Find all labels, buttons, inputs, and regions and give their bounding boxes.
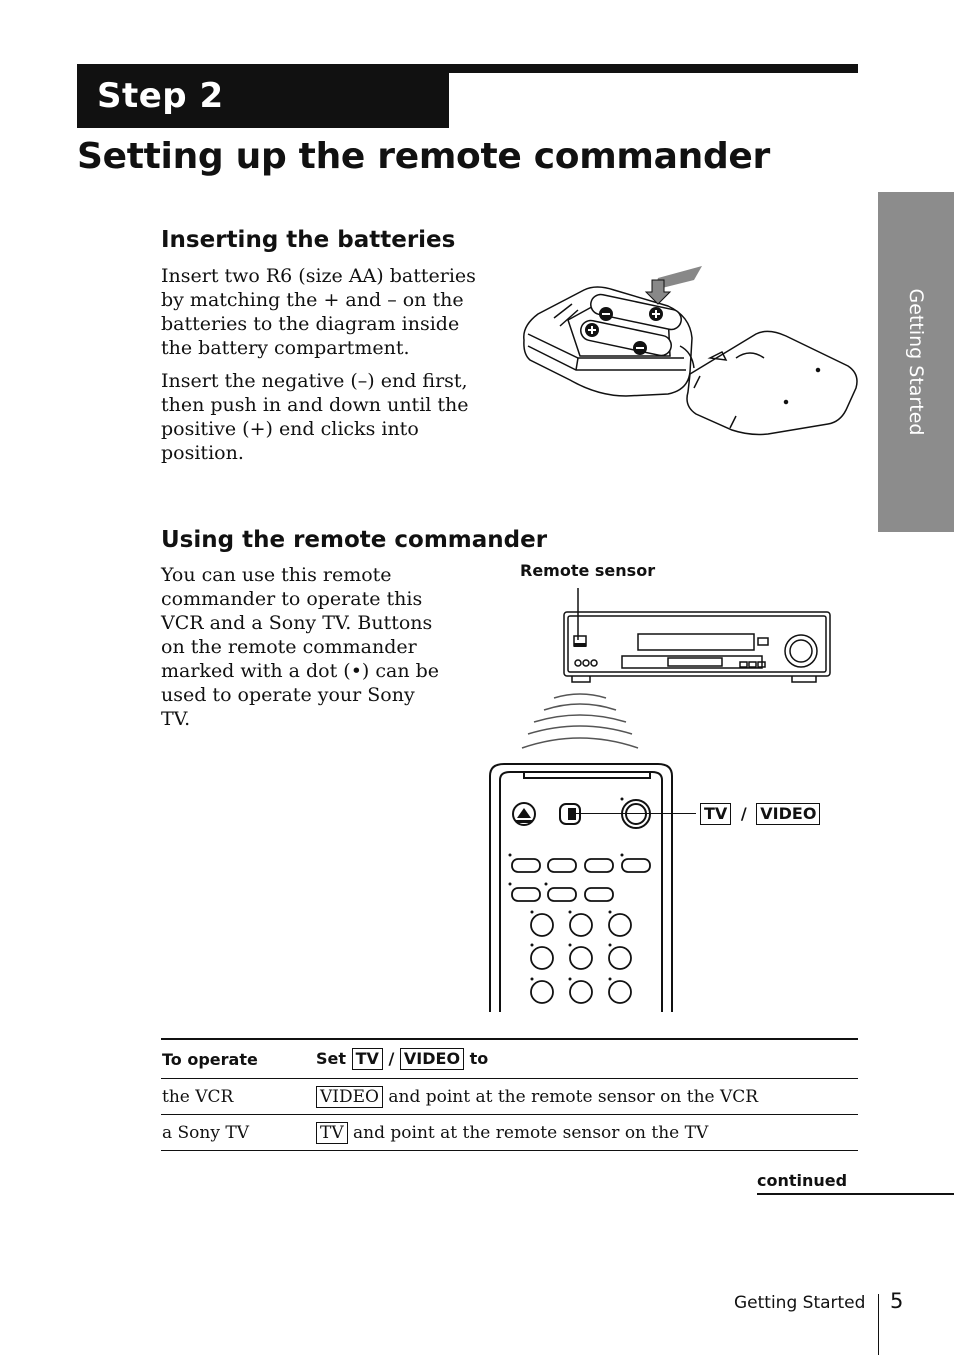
using-heading: Using the remote commander bbox=[161, 527, 548, 553]
batteries-paragraph-2: Insert the negative (–) end first, then push in and down until the positive (+) end clicks into position. bbox=[161, 370, 469, 464]
tv-video-switch-label bbox=[700, 803, 820, 825]
battery-illustration bbox=[579, 293, 683, 358]
row-instruction bbox=[315, 1079, 858, 1115]
operation-table bbox=[161, 1038, 858, 1151]
side-tab bbox=[878, 192, 954, 532]
step-label: Step 2 bbox=[97, 76, 224, 116]
col-header-to-operate: To operate bbox=[162, 1049, 258, 1069]
batteries-paragraph-1: Insert two R6 (size AA) batteries by matching the + and – on the batteries to the diagram inside the battery compartment. bbox=[161, 265, 476, 359]
footer-section-label: Getting Started bbox=[734, 1293, 866, 1313]
batteries-text bbox=[161, 264, 479, 474]
using-paragraph: You can use this remote commander to operate this VCR and a Sony TV. Buttons on the remote commander marked with a dot (•) can be used to operate your Sony TV. bbox=[161, 564, 440, 730]
header-separator: / bbox=[388, 1049, 395, 1068]
batteries-heading: Inserting the batteries bbox=[161, 227, 456, 253]
row-target: a Sony TV bbox=[162, 1122, 249, 1143]
switch-leader-line bbox=[576, 813, 696, 814]
row-target: the VCR bbox=[162, 1086, 234, 1107]
footer-rule bbox=[878, 1294, 879, 1355]
side-tab-label: Getting Started bbox=[905, 288, 927, 436]
to-label: to bbox=[469, 1049, 489, 1068]
row-text: and point at the remote sensor on the TV bbox=[353, 1122, 709, 1143]
continued-label: continued bbox=[757, 1171, 848, 1190]
remote-commander-illustration bbox=[486, 762, 678, 1014]
row-instruction bbox=[315, 1115, 858, 1151]
header-video-key: VIDEO bbox=[400, 1048, 464, 1070]
table-row bbox=[161, 1079, 858, 1115]
row-key: VIDEO bbox=[316, 1086, 383, 1108]
table-row bbox=[161, 1115, 858, 1151]
tv-key-label: TV bbox=[700, 803, 731, 825]
header-tv-key: TV bbox=[352, 1048, 383, 1070]
continued-rule bbox=[757, 1193, 954, 1195]
video-key-label: VIDEO bbox=[756, 803, 820, 825]
row-key: TV bbox=[316, 1122, 348, 1144]
table-header-row bbox=[161, 1039, 858, 1079]
col-header-set bbox=[315, 1039, 858, 1079]
page-number: 5 bbox=[890, 1289, 904, 1313]
row-text: and point at the remote sensor on the VCR bbox=[388, 1086, 759, 1107]
remote-signal-icon bbox=[520, 692, 640, 758]
page-title: Setting up the remote commander bbox=[77, 136, 770, 177]
battery-cover-illustration bbox=[687, 331, 857, 434]
remote-sensor-label: Remote sensor bbox=[520, 561, 656, 580]
insert-arrow-icon bbox=[646, 266, 702, 304]
switch-separator: / bbox=[740, 804, 747, 823]
vcr-illustration bbox=[560, 588, 835, 692]
set-label: Set bbox=[316, 1049, 347, 1068]
battery-compartment-illustration bbox=[518, 262, 863, 442]
